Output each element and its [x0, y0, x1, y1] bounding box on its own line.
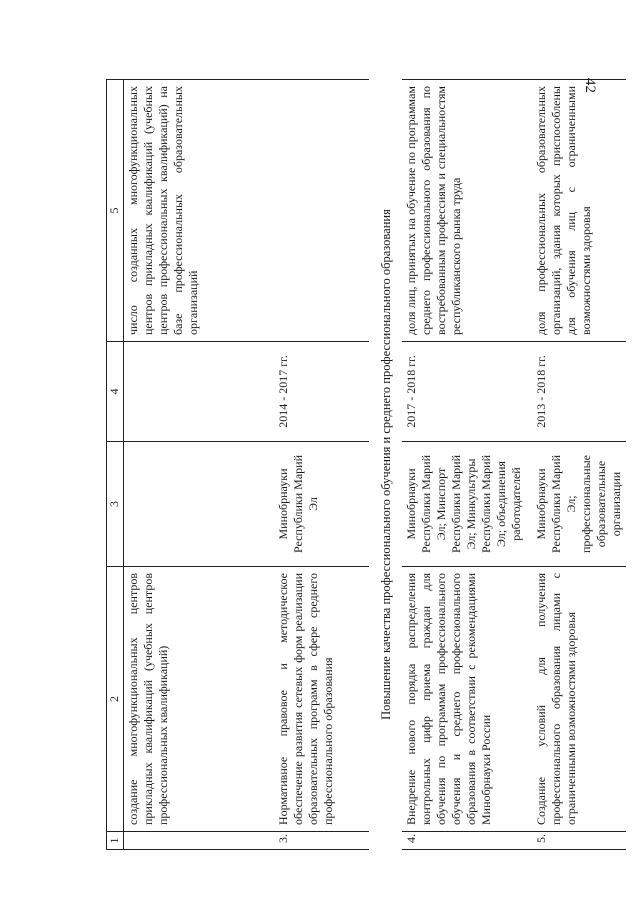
row-number: 3.: [274, 832, 369, 850]
period-cell: 2017 - 2018 гг.: [402, 342, 532, 442]
section-title: Повышение качества профессионального обучения и среднего профессионального образования: [378, 209, 393, 720]
row-number: 4.: [402, 832, 532, 850]
row-number: [124, 832, 274, 850]
executors-cell: Минобрнауки Республики Марий Эл; Минспорт Республики Марий Эл; Минкультуры Республики Марий Эл; объединения работодателей: [402, 442, 532, 567]
executors-cell: [124, 442, 274, 567]
measure-cell: Нормативное правовое и методическое обеспечение развития сетевых форм реализации образовательных программ в сфере среднего профессионального образования: [274, 567, 369, 832]
indicator-cell: доля лиц, принятых на обучение по программам среднего профессионального образования по востребованным профессиям и специальностям республиканского рынка труда: [402, 80, 532, 342]
measure-cell: Создание условий для получения профессионального образования лицами с ограниченными возможностями здоровья: [532, 567, 626, 832]
period-cell: [124, 342, 274, 442]
column-header-2: 2: [107, 567, 124, 832]
measures-table: [106, 79, 626, 850]
column-header-5: 5: [107, 80, 124, 342]
period-cell: 2013 - 2018 гг.: [532, 342, 626, 442]
indicator-cell: доля профессиональных образовательных организаций, здания которых приспособлены для обучения лиц с ограниченными возможностями здоровья: [532, 80, 626, 342]
section-row: [369, 80, 403, 850]
rotated-table-area: [106, 80, 624, 850]
measure-cell: создание многофункциональных центров прикладных квалификаций (учебных центров профессиональных квалификаций): [124, 567, 274, 832]
page-number: 42: [582, 78, 598, 93]
column-header-4: 4: [107, 342, 124, 442]
table-row: [532, 80, 626, 850]
table-row: [124, 80, 274, 850]
table-row: [274, 80, 369, 850]
executors-cell: Минобрнауки Республики Марий Эл; профессиональные образовательные организации: [532, 442, 626, 567]
column-header-3: 3: [107, 442, 124, 567]
executors-cell: Минобрнауки Республики Марий Эл: [274, 442, 369, 567]
header-row: [107, 80, 124, 850]
indicator-cell: [274, 80, 369, 342]
row-number: 5.: [532, 832, 626, 850]
indicator-cell: число созданных многофункциональных центров прикладных квалификаций (учебных центров профессиональных квалификаций) на базе профессиональных образовательных организаций: [124, 80, 274, 342]
column-header-1: 1: [107, 832, 124, 850]
period-cell: 2014 - 2017 гг.: [274, 342, 369, 442]
table-row: [402, 80, 532, 850]
measure-cell: Внедрение нового порядка распределения контрольных цифр приема граждан для обучения по программам профессионального обучения и среднего профессионального образования в соответствии с рекомендациями Минобрнауки России: [402, 567, 532, 832]
